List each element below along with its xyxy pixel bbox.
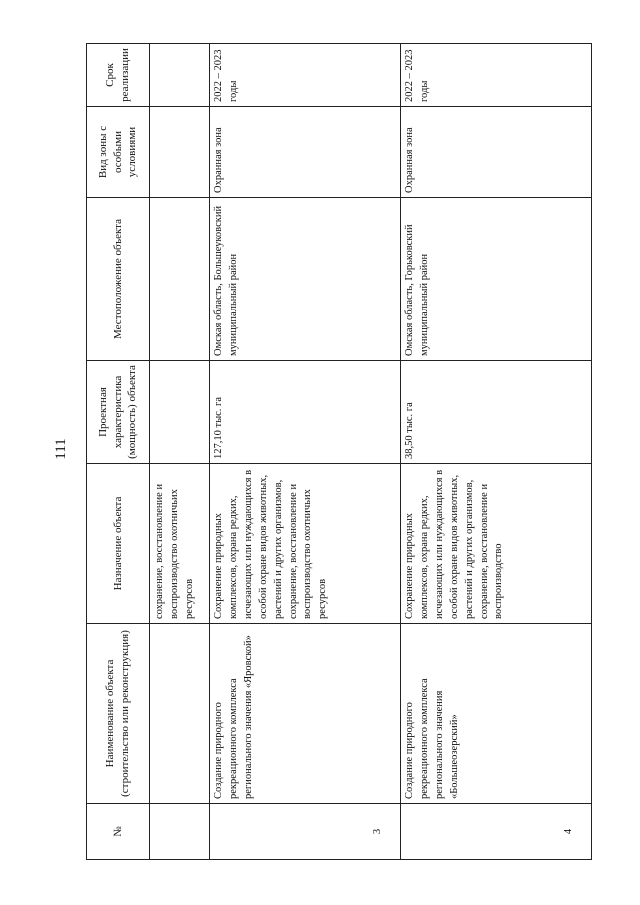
cell-term: 2022 – 2023 годы — [210, 44, 401, 107]
header-purpose: Назначение объекта — [87, 464, 150, 624]
cell-term — [150, 44, 210, 107]
header-name: Наименование объекта (строительство или реконструкция) — [87, 624, 150, 804]
table-row — [401, 44, 592, 860]
cell-zone: Охранная зона — [401, 107, 592, 198]
cell-num — [150, 804, 210, 860]
cell-capacity: 38,50 тыс. га — [401, 361, 592, 464]
cell-name: Создание природного рекреационного комплекса регионального значения «Яровской» — [210, 624, 401, 804]
cell-capacity — [150, 361, 210, 464]
header-zone: Вид зоны с особыми условиями — [87, 107, 150, 198]
rotated-table-wrapper — [86, 44, 591, 860]
page-number: 111 — [52, 438, 69, 460]
objects-table — [86, 43, 592, 860]
header-term: Срок реализации — [87, 44, 150, 107]
cell-capacity: 127,10 тыс. га — [210, 361, 401, 464]
table-row-continuation — [150, 44, 210, 860]
cell-num: 3 — [210, 804, 401, 860]
cell-zone: Охранная зона — [210, 107, 401, 198]
cell-name: Создание природного рекреационного комплекса регионального значения «Большеозерский» — [401, 624, 592, 804]
header-capacity: Проектная характеристика (мощность) объекта — [87, 361, 150, 464]
header-location: Местоположение объекта — [87, 198, 150, 361]
cell-purpose: сохранение, восстановление и воспроизводство охотничьих ресурсов — [150, 464, 210, 624]
cell-location: Омская область, Горьковский муниципальный район — [401, 198, 592, 361]
cell-num: 4 — [401, 804, 592, 860]
cell-zone — [150, 107, 210, 198]
cell-purpose: Сохранение природных комплексов, охрана редких, исчезающих или нуждающихся в особой охране видов животных, растений и других организмов, сохранение, восстановление и воспроизводство охотничьих ресурсов — [210, 464, 401, 624]
cell-term: 2022 – 2023 годы — [401, 44, 592, 107]
cell-location: Омская область, Большеуковский муниципальный район — [210, 198, 401, 361]
table-header-row — [87, 44, 150, 860]
cell-purpose: Сохранение природных комплексов, охрана редких, исчезающих или нуждающихся в особой охране видов животных, растений и других организмов, сохранение, восстановление и воспроизводство — [401, 464, 592, 624]
header-num: № — [87, 804, 150, 860]
table-row — [210, 44, 401, 860]
cell-location — [150, 198, 210, 361]
cell-name — [150, 624, 210, 804]
